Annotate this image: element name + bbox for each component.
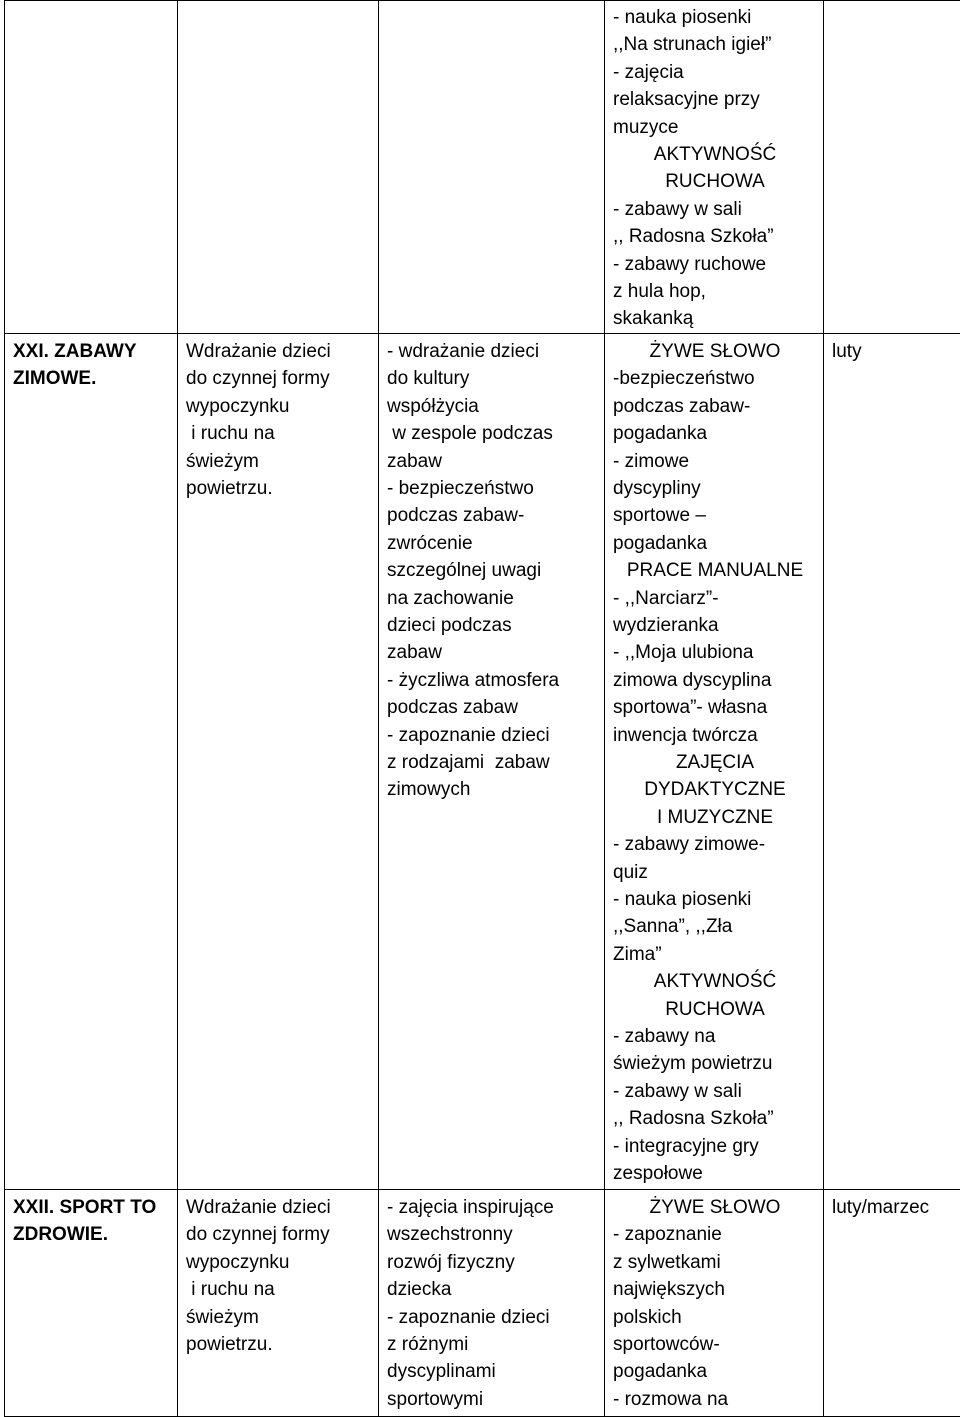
title-line: XXII. SPORT TO [13, 1194, 171, 1221]
text-line: sportowymi [387, 1386, 598, 1413]
text-line: wypoczynku [186, 393, 372, 420]
text-line: szczególnej uwagi [387, 557, 598, 584]
cell-activities [605, 1189, 824, 1416]
cell-tasks [379, 333, 605, 1189]
text-line: Wdrażanie dzieci [186, 1194, 372, 1221]
text-line: powietrzu. [186, 475, 372, 502]
text-line: - zajęcia inspirujące [387, 1194, 598, 1221]
text-line: skakanką [613, 305, 817, 332]
title-line: ZDROWIE. [13, 1221, 171, 1248]
cell-goal [178, 333, 379, 1189]
text-line: ,, Radosna Szkoła” [613, 223, 817, 250]
cell-month [824, 333, 960, 1189]
text-line: powietrzu. [186, 1331, 372, 1358]
text-line: dziecka [387, 1276, 598, 1303]
text-line: relaksacyjne przy [613, 86, 817, 113]
text-line: dyscyplinami [387, 1358, 598, 1385]
text-line: - nauka piosenki [613, 886, 817, 913]
text-line: ,,Na strunach igieł” [613, 31, 817, 58]
text-line: - integracyjne gry [613, 1133, 817, 1160]
text-line: z hula hop, [613, 278, 817, 305]
section-heading: ZAJĘCIA [613, 749, 817, 776]
text-line: ,, Radosna Szkoła” [613, 1105, 817, 1132]
cell-empty-title [5, 1, 178, 334]
text-line: - ,,Narciarz”- [613, 585, 817, 612]
section-heading: DYDAKTYCZNE [613, 776, 817, 803]
text-line: ,,Sanna”, ,,Zła [613, 913, 817, 940]
text-line: z różnymi [387, 1331, 598, 1358]
cell-empty-tasks [379, 1, 605, 334]
text-line: do czynnej formy [186, 365, 372, 392]
text-line: podczas zabaw- [613, 393, 817, 420]
text-line: polskich [613, 1304, 817, 1331]
text-line: pogadanka [613, 1358, 817, 1385]
section-heading: RUCHOWA [613, 168, 817, 195]
text-line: świeżym [186, 1304, 372, 1331]
table-row [5, 333, 960, 1189]
text-line: - zabawy w sali [613, 196, 817, 223]
text-line: pogadanka [613, 420, 817, 447]
text-line: - wdrażanie dzieci [387, 338, 598, 365]
text-line: i ruchu na [186, 1276, 372, 1303]
text-line: wszechstronny [387, 1221, 598, 1248]
cell-month [824, 1189, 960, 1416]
month-label: luty [832, 338, 960, 365]
text-line: do kultury [387, 365, 598, 392]
text-line: sportowa”- własna [613, 694, 817, 721]
text-line: do czynnej formy [186, 1221, 372, 1248]
text-line: pogadanka [613, 530, 817, 557]
text-line: zwrócenie [387, 530, 598, 557]
text-line: sportowe – [613, 502, 817, 529]
section-heading: AKTYWNOŚĆ [613, 968, 817, 995]
text-line: podczas zabaw- [387, 502, 598, 529]
text-line: w zespole podczas [387, 420, 598, 447]
text-line: - nauka piosenki [613, 4, 817, 31]
cell-activities-continued [605, 1, 824, 334]
plan-table [4, 0, 960, 1417]
text-line: zespołowe [613, 1160, 817, 1187]
text-line: zabaw [387, 448, 598, 475]
text-line: - zabawy zimowe- [613, 831, 817, 858]
text-line: na zachowanie [387, 585, 598, 612]
text-line: dzieci podczas [387, 612, 598, 639]
section-heading: RUCHOWA [613, 996, 817, 1023]
text-line: - życzliwa atmosfera [387, 667, 598, 694]
cell-title [5, 1189, 178, 1416]
text-line: - bezpieczeństwo [387, 475, 598, 502]
text-line: Wdrażanie dzieci [186, 338, 372, 365]
cell-empty-goal [178, 1, 379, 334]
cell-activities [605, 333, 824, 1189]
title-line: ZIMOWE. [13, 365, 171, 392]
text-line: i ruchu na [186, 420, 372, 447]
text-line: zabaw [387, 639, 598, 666]
section-heading: I MUZYCZNE [613, 804, 817, 831]
text-line: z sylwetkami [613, 1249, 817, 1276]
section-heading: ŻYWE SŁOWO [613, 1194, 817, 1221]
text-line: Zima” [613, 941, 817, 968]
text-line: współżycia [387, 393, 598, 420]
text-line: - zapoznanie dzieci [387, 722, 598, 749]
text-line: muzyce [613, 114, 817, 141]
text-line: - zajęcia [613, 59, 817, 86]
cell-tasks [379, 1189, 605, 1416]
text-line: quiz [613, 859, 817, 886]
text-line: - zapoznanie [613, 1221, 817, 1248]
text-line: podczas zabaw [387, 694, 598, 721]
cell-title [5, 333, 178, 1189]
text-line: wypoczynku [186, 1249, 372, 1276]
text-line: wydzieranka [613, 612, 817, 639]
title-line: XXI. ZABAWY [13, 338, 171, 365]
text-line: inwencja twórcza [613, 722, 817, 749]
text-line: rozwój fizyczny [387, 1249, 598, 1276]
text-line: świeżym [186, 448, 372, 475]
month-label: luty/marzec [832, 1194, 960, 1221]
text-line: - zabawy w sali [613, 1078, 817, 1105]
text-line: -bezpieczeństwo [613, 365, 817, 392]
text-line: - zabawy ruchowe [613, 251, 817, 278]
text-line: - zimowe [613, 448, 817, 475]
text-line: zimowych [387, 776, 598, 803]
text-line: - zapoznanie dzieci [387, 1304, 598, 1331]
text-line: - ,,Moja ulubiona [613, 639, 817, 666]
text-line: dyscypliny [613, 475, 817, 502]
table-row-continued [5, 1, 960, 334]
section-heading: AKTYWNOŚĆ [613, 141, 817, 168]
text-line: - rozmowa na [613, 1386, 817, 1413]
text-line: świeżym powietrzu [613, 1050, 817, 1077]
text-line: największych [613, 1276, 817, 1303]
section-heading: PRACE MANUALNE [613, 557, 817, 584]
cell-goal [178, 1189, 379, 1416]
table-row [5, 1189, 960, 1416]
section-heading: ŻYWE SŁOWO [613, 338, 817, 365]
cell-empty-month [824, 1, 960, 334]
text-line: - zabawy na [613, 1023, 817, 1050]
text-line: sportowców- [613, 1331, 817, 1358]
text-line: zimowa dyscyplina [613, 667, 817, 694]
text-line: z rodzajami zabaw [387, 749, 598, 776]
